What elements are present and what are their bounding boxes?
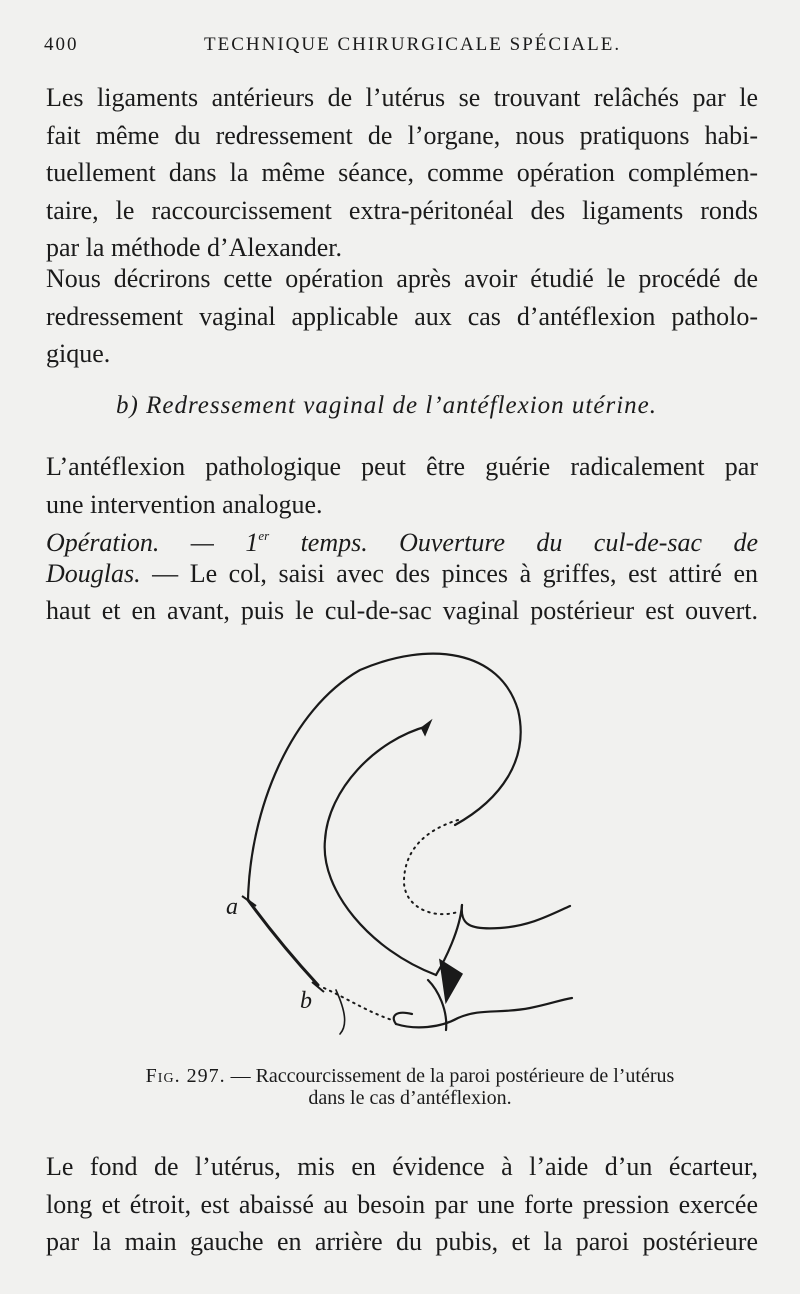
paragraph-fundus <box>46 1148 758 1261</box>
text-line: Les ligaments antérieurs de l’utérus se trouvant relâchés par le <box>46 83 758 112</box>
uterus-drawing <box>200 630 600 1050</box>
figure-label: Fig. 297. <box>145 1065 226 1087</box>
operation-label: Opération. — <box>46 528 214 557</box>
running-head <box>44 34 760 64</box>
operation-line-2-rest: — Le col, saisi avec des pinces à griffes, est attiré en <box>140 558 758 588</box>
operation-line-1 <box>46 517 758 555</box>
caption-line-1: — Raccourcissement de la paroi postérieure de l’utérus <box>225 1065 675 1087</box>
text-line: fait même du redressement de l’organe, nous pratiquons habi- <box>46 120 758 150</box>
paragraph-operation <box>46 517 758 630</box>
page-number: 400 <box>44 34 79 55</box>
text-line: redressement vaginal applicable aux cas d’antéflexion patholo- <box>46 301 758 331</box>
text-line: Le fond de l’utérus, mis en évidence à l’aide d’un écarteur, <box>46 1152 758 1181</box>
text-line: L’antéflexion pathologique peut être guérie radicalement par <box>46 452 758 481</box>
paragraph-anteflexion <box>46 448 758 523</box>
step-number: 1er <box>245 528 270 557</box>
paragraph-describe <box>46 260 758 373</box>
text-line: tuellement dans la même séance, comme opération complémen- <box>46 158 758 187</box>
figure-caption <box>90 1064 730 1088</box>
operation-line-3: haut et en avant, puis le cul-de-sac vaginal postérieur est ouvert. <box>46 596 758 625</box>
label-a: a <box>226 894 238 920</box>
douglas-word: Douglas. <box>46 558 141 588</box>
caption-line-2: dans le cas d’antéflexion. <box>308 1087 512 1109</box>
operation-line-2 <box>46 555 758 593</box>
text-line: par la méthode d’Alexander. <box>46 233 342 262</box>
text-line: une intervention analogue. <box>46 489 323 519</box>
section-heading: b) Redressement vaginal de l’antéflexion utérine. <box>116 392 657 419</box>
text-line: Nous décrirons cette opération après avoir étudié le procédé de <box>46 264 758 293</box>
label-b: b <box>300 988 312 1014</box>
text-line: par la main gauche en arrière du pubis, et la paroi postérieure <box>46 1227 758 1256</box>
figure-297-illustration <box>200 630 600 1050</box>
header-title: TECHNIQUE CHIRURGICALE SPÉCIALE. <box>204 34 622 55</box>
paragraph-ligaments <box>46 79 758 267</box>
text-line: long et étroit, est abaissé au besoin par une forte pression exercée <box>46 1189 758 1219</box>
text-line: taire, le raccourcissement extra-péritonéal des ligaments ronds <box>46 195 758 225</box>
text-line: gique. <box>46 339 111 368</box>
step-text: temps. Ouverture du cul-de-sac de <box>300 528 759 557</box>
